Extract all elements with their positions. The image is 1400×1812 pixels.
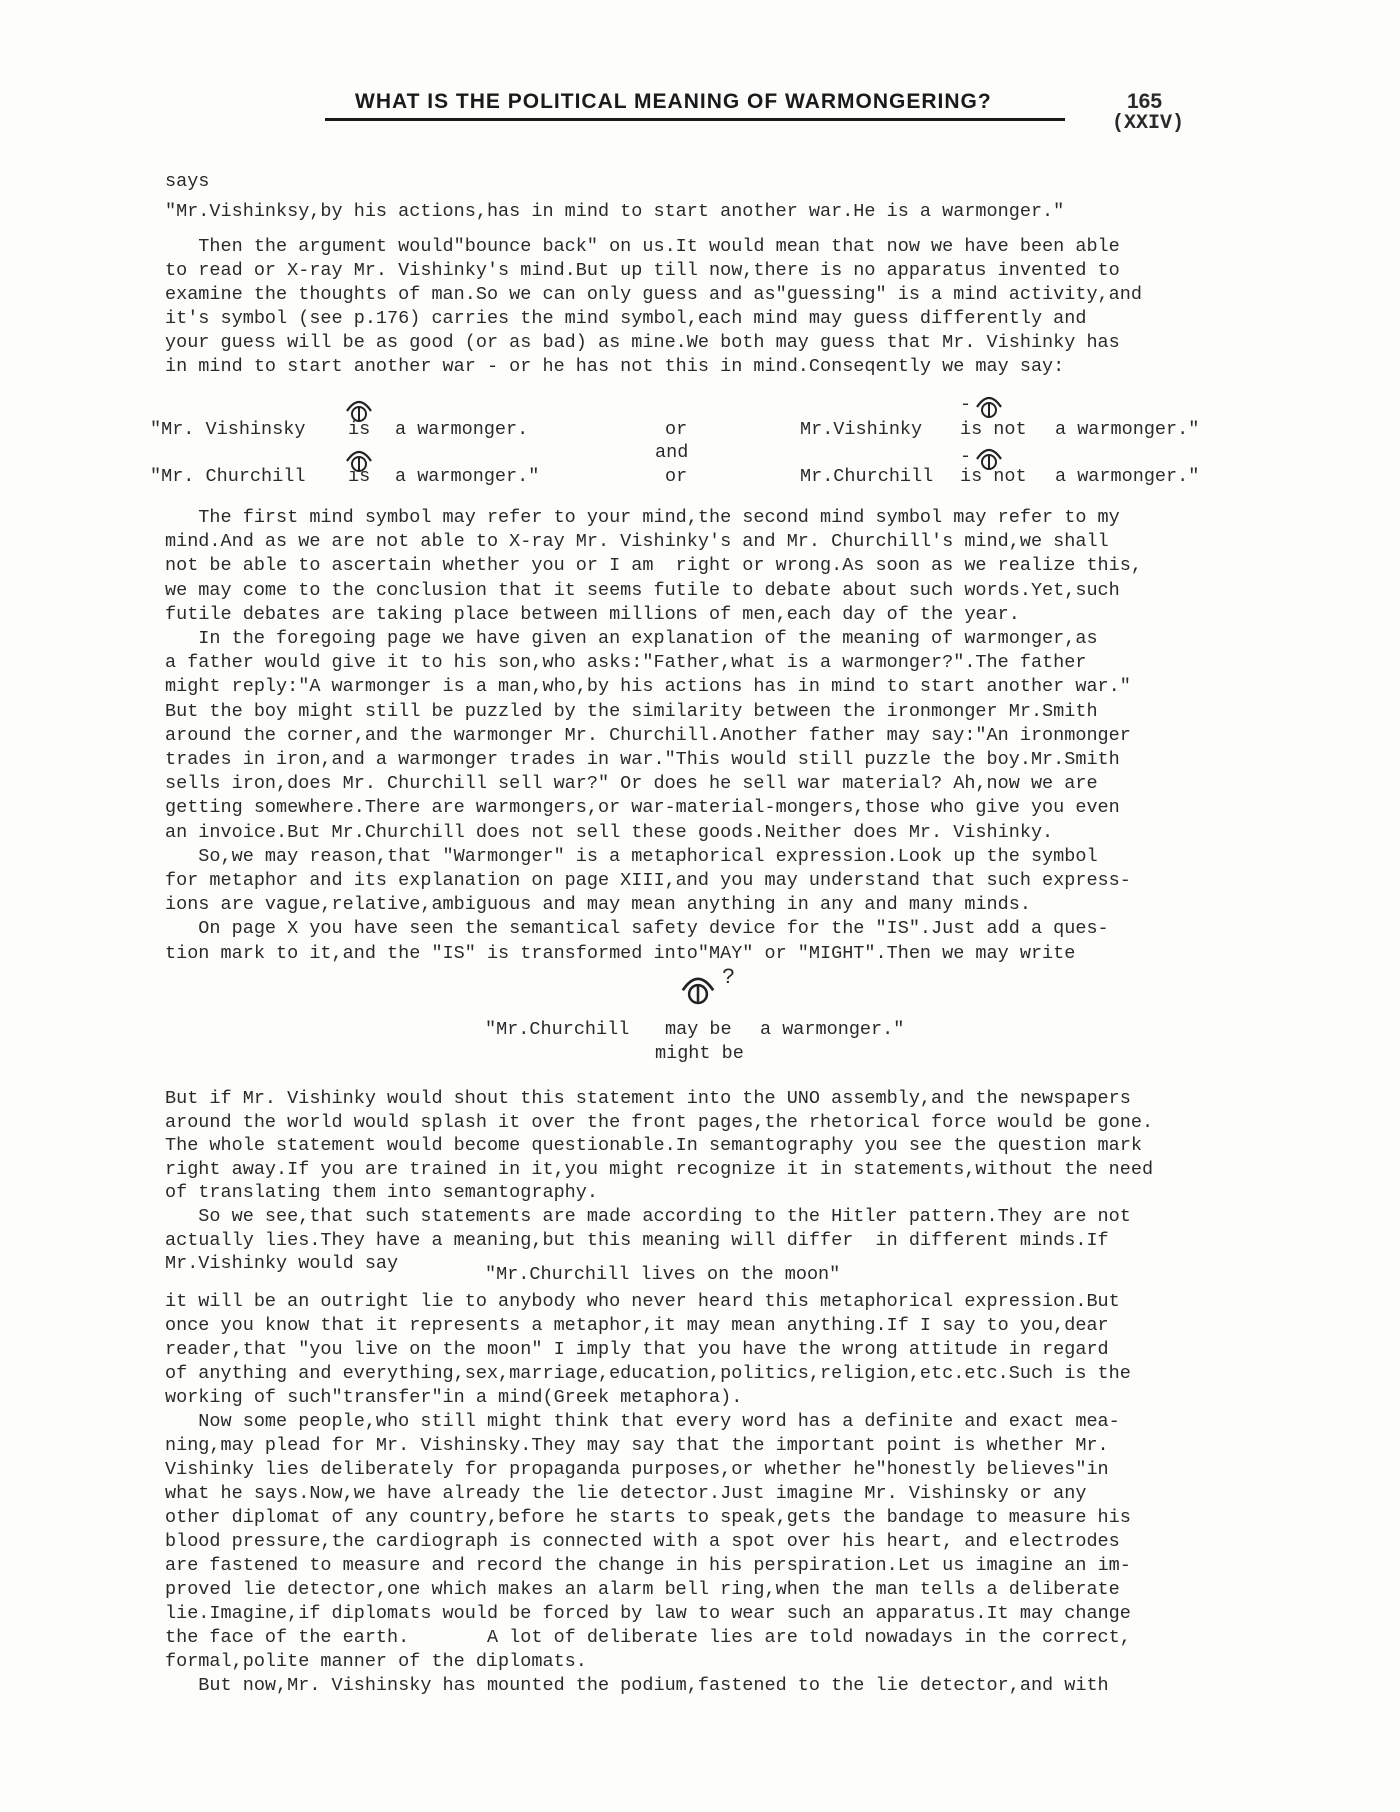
question-mark: ? (722, 965, 736, 990)
text-line: are fastened to measure and record the change in his perspiration.Let us imagine an im- (165, 1555, 1131, 1576)
text-line: what he says.Now,we have already the lie detector.Just imagine Mr. Vishinsky or any (165, 1483, 1087, 1504)
text-line: Mr.Vishinky would say (165, 1253, 399, 1275)
text-line: reader,that "you live on the moon" I imply that you have the wrong attitude in regard (165, 1339, 1109, 1360)
might-be-alt: might be (655, 1043, 744, 1064)
text-line: of translating them into semantography. (165, 1182, 598, 1204)
text-line: But now,Mr. Vishinsky has mounted the podium,fastened to the lie detector,and with (165, 1675, 1109, 1696)
table-object: a warmonger." (1055, 466, 1200, 487)
text-line: The first mind symbol may refer to your mind,the second mind symbol may refer to my (165, 507, 1120, 528)
text-line: it will be an outright lie to anybody who never heard this metaphorical expression.But (165, 1291, 1120, 1312)
table-object: a warmonger." (1055, 419, 1200, 440)
mind-symbol-icon (973, 391, 1005, 421)
text-line: proved lie detector,one which makes an alarm bell ring,when the man tells a deliberate (165, 1579, 1120, 1600)
text-line: once you know that it represents a metaphor,it may mean anything.If I say to you,dear (165, 1315, 1109, 1336)
header-rule (325, 118, 1065, 121)
text-line: your guess will be as good (or as bad) as mine.We both may guess that Mr. Vishinky has (165, 332, 1120, 353)
text-line: trades in iron,and a warmonger trades in war."This would still puzzle the boy.Mr.Smith (165, 749, 1120, 770)
text-line: for metaphor and its explanation on page XIII,and you may understand that such express- (165, 870, 1131, 891)
text-line: to read or X-ray Mr. Vishinky's mind.But up till now,there is no apparatus invented to (165, 260, 1120, 281)
may-be-subject: "Mr.Churchill (485, 1019, 630, 1040)
text-line: right away.If you are trained in it,you might recognize it in statements,without the need (165, 1158, 1154, 1180)
text-line: Vishinky lies deliberately for propaganda purposes,or whether he"honestly believes"in (165, 1459, 1109, 1480)
text-line: of anything and everything,sex,marriage,education,politics,religion,etc.etc.Such is the (165, 1363, 1131, 1384)
table-or: or (665, 419, 688, 440)
text-line: tion mark to it,and the "IS" is transformed into"MAY" or "MIGHT".Then we may write (165, 942, 1076, 964)
table-and: and (655, 442, 689, 463)
text-line: a father would give it to his son,who asks:"Father,what is a warmonger?".The father (165, 652, 1087, 674)
text-line: it's symbol (see p.176) carries the mind symbol,each mind may guess differently and (165, 308, 1087, 329)
text-line: ions are vague,relative,ambiguous and may mean anything in any and many minds. (165, 894, 1031, 916)
text-line: might reply:"A warmonger is a man,who,by his actions has in mind to start another war." (165, 676, 1131, 698)
table-subject: Mr.Churchill (800, 466, 934, 487)
text-line: Now some people,who still might think that every word has a definite and exact mea- (165, 1411, 1120, 1432)
may-be-object: a warmonger." (760, 1019, 905, 1040)
text-line: But if Mr. Vishinky would shout this statement into the UNO assembly,and the newspapers (165, 1088, 1131, 1109)
table-object: a warmonger." (395, 466, 540, 487)
table-verb: is (348, 466, 371, 487)
text-line: But the boy might still be puzzled by the similarity between the ironmonger Mr.Smith (165, 700, 1098, 722)
text-line: ning,may plead for Mr. Vishinsky.They may say that the important point is whether Mr. (165, 1435, 1109, 1456)
table-verb: is (348, 419, 371, 440)
text-line: lie.Imagine,if diplomats would be forced by law to wear such an apparatus.It may change (165, 1603, 1131, 1624)
negation-mark: - (960, 446, 972, 467)
text-line: we may come to the conclusion that it seems futile to debate about such words.Yet,such (165, 579, 1120, 601)
text-line: around the corner,and the warmonger Mr. Churchill.Another father may say:"An ironmonger (165, 724, 1131, 746)
roman-page-number: (XXIV) (1112, 112, 1185, 135)
text-line: getting somewhere.There are warmongers,or war-material-mongers,those who give you even (165, 797, 1120, 819)
mind-symbol-icon (677, 970, 719, 1008)
text-line: formal,polite manner of the diplomats. (165, 1651, 587, 1672)
text-line: So we see,that such statements are made according to the Hitler pattern.They are not (165, 1206, 1131, 1227)
table-or: or (665, 466, 688, 487)
text-line: blood pressure,the cardiograph is connected with a spot over his heart, and electrodes (165, 1531, 1120, 1552)
table-verb: is not (960, 466, 1027, 487)
text-line: the face of the earth. A lot of deliberate lies are told nowadays in the correct, (165, 1627, 1131, 1648)
text-line: examine the thoughts of man.So we can only guess and as"guessing" is a mind activity,and (165, 284, 1142, 305)
text-line: In the foregoing page we have given an explanation of the meaning of warmonger,as (165, 628, 1098, 649)
text-line: futile debates are taking place between millions of men,each day of the year. (165, 603, 1020, 625)
may-be-verb: may be (665, 1019, 732, 1040)
page-header-title: WHAT IS THE POLITICAL MEANING OF WARMONGERING? (355, 90, 992, 113)
text-line: So,we may reason,that "Warmonger" is a metaphorical expression.Look up the symbol (165, 845, 1098, 867)
table-object: a warmonger. (395, 419, 529, 440)
text-line: Then the argument would"bounce back" on us.It would mean that now we have been able (165, 236, 1120, 257)
text-line: "Mr.Vishinksy,by his actions,has in mind to start another war.He is a warmonger." (165, 201, 1065, 222)
table-subject: "Mr. Churchill (150, 466, 306, 487)
negation-mark: - (960, 394, 972, 415)
moon-statement: "Mr.Churchill lives on the moon" (485, 1264, 841, 1285)
text-line: actually lies.They have a meaning,but this meaning will differ in different minds.If (165, 1229, 1109, 1251)
text-line: On page X you have seen the semantical safety device for the "IS".Just add a ques- (165, 918, 1109, 940)
text-line: says (165, 171, 210, 192)
text-line: an invoice.But Mr.Churchill does not sell these goods.Neither does Mr. Vishinky. (165, 821, 1054, 843)
table-subject: "Mr. Vishinsky (150, 419, 306, 440)
text-line: around the world would splash it over the front pages,the rhetorical force would be gone. (165, 1111, 1154, 1133)
page-number: 165 (1127, 90, 1163, 113)
table-subject: Mr.Vishinky (800, 419, 923, 440)
text-line: in mind to start another war - or he has not this in mind.Conseqently we may say: (165, 356, 1065, 377)
table-verb: is not (960, 419, 1027, 440)
text-line: sells iron,does Mr. Churchill sell war?" Or does he sell war material? Ah,now we are (165, 773, 1098, 795)
text-line: not be able to ascertain whether you or I am right or wrong.As soon as we realize this, (165, 555, 1142, 577)
text-line: working of such"transfer"in a mind(Greek metaphora). (165, 1387, 743, 1408)
text-line: mind.And as we are not able to X-ray Mr. Vishinky's and Mr. Churchill's mind,we shall (165, 531, 1109, 553)
text-line: other diplomat of any country,before he starts to speak,gets the bandage to measure his (165, 1507, 1131, 1528)
text-line: The whole statement would become questionable.In semantography you see the question mark (165, 1135, 1142, 1157)
